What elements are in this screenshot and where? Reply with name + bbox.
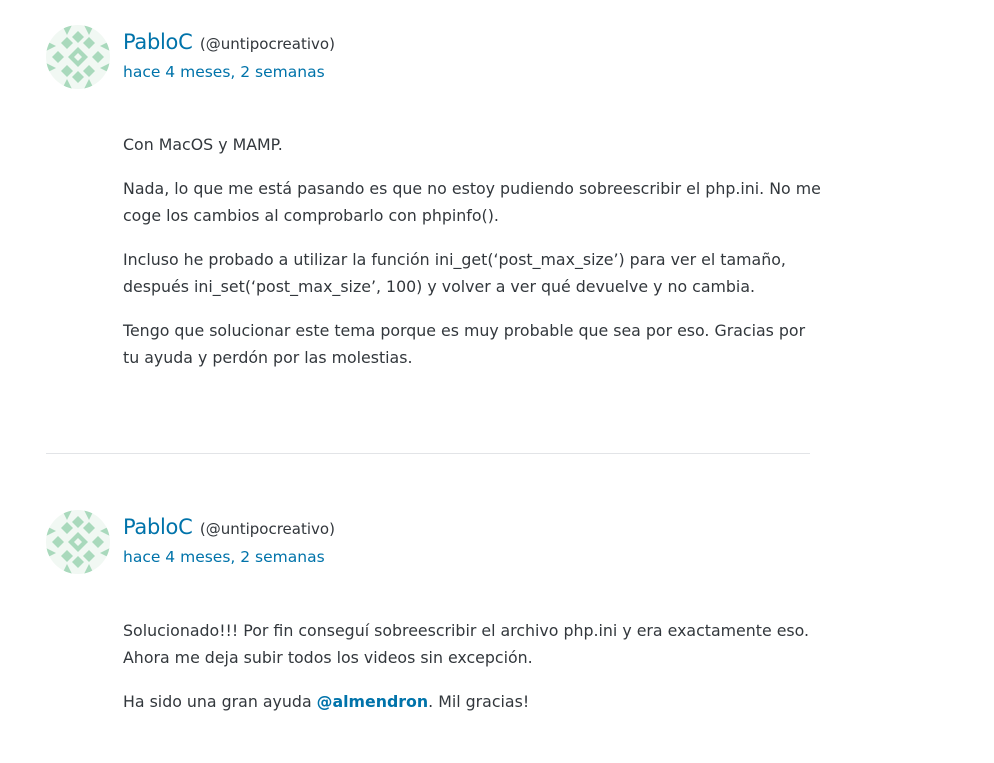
reply-text: Ha sido una gran ayuda (123, 692, 317, 711)
reply-content (123, 617, 823, 732)
author-name-link[interactable] (123, 29, 335, 57)
reply-paragraph (123, 688, 823, 715)
identicon-avatar[interactable] (46, 510, 110, 574)
reply-paragraph: Nada, lo que me está pasando es que no estoy pudiendo sobreescribir el php.ini. No me coge los cambios al comprobarlo con phpinfo(). (123, 179, 821, 225)
reply-content (123, 131, 823, 388)
reply-date-link[interactable]: hace 4 meses, 2 semanas (123, 63, 325, 81)
identicon-avatar-image (46, 25, 110, 89)
reply-paragraph: Solucionado!!! Por fin conseguí sobreescribir el archivo php.ini y era exactamente eso. Ahora me deja subir todos los videos sin excepción. (123, 621, 810, 667)
reply-separator (46, 453, 810, 454)
reply-paragraph: Incluso he probado a utilizar la función ini_get(‘post_max_size’) para ver el tamaño, después ini_set(‘post_max_size’, 100) y volver a ver qué devuelve y no cambia. (123, 250, 786, 296)
author-handle: (@untipocreativo) (199, 35, 335, 53)
mention-link[interactable]: @almendron (316, 692, 429, 711)
author-name[interactable]: PabloC (123, 30, 193, 54)
identicon-avatar-image (46, 510, 110, 574)
identicon-avatar[interactable] (46, 25, 110, 89)
author-name-link[interactable] (123, 514, 335, 542)
reply-paragraph: Con MacOS y MAMP. (123, 135, 283, 154)
reply-text: . Mil gracias! (428, 692, 530, 711)
author-handle: (@untipocreativo) (199, 520, 335, 538)
author-name[interactable]: PabloC (123, 515, 193, 539)
reply-date-link[interactable]: hace 4 meses, 2 semanas (123, 548, 325, 566)
reply-paragraph: Tengo que solucionar este tema porque es muy probable que sea por eso. Gracias por tu ayuda y perdón por las molestias. (123, 321, 806, 367)
